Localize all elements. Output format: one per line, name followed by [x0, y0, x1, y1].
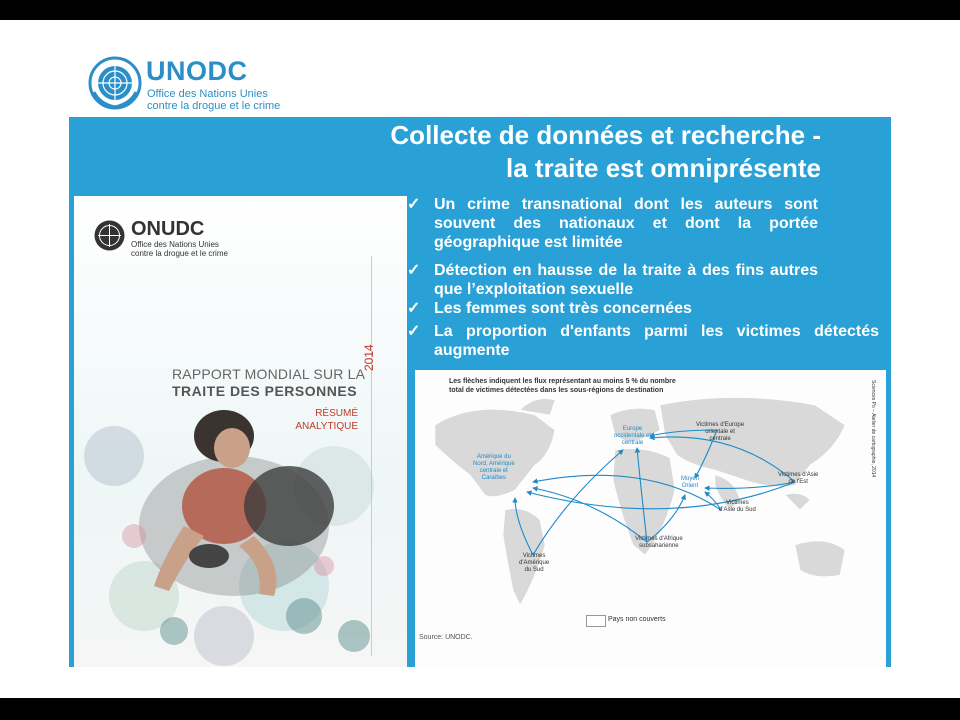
map-label-line: Europe — [622, 426, 643, 432]
map-label-line: du Sud — [524, 567, 544, 573]
map-heading-line: Les flèches indiquent les flux représentant au moins 5 % du nombre — [449, 378, 676, 385]
slide-title — [269, 119, 821, 185]
map-label-line: Victimes — [726, 500, 749, 506]
map-label-line: occidentale et — [614, 433, 652, 439]
report-cover-image — [74, 196, 407, 667]
bottom-letterbox-bar — [0, 698, 960, 720]
map-label-line: Moyen — [681, 476, 700, 482]
cover-title-line: RAPPORT MONDIAL SUR LA — [172, 366, 366, 382]
top-letterbox-bar — [0, 0, 960, 20]
map-label-victims-south-america — [519, 553, 549, 574]
map-credit: Sciences Po – Atelier de cartographie, 2014 — [870, 380, 876, 478]
map-label-line: Amérique du — [476, 454, 511, 460]
bullet-item — [407, 195, 818, 252]
bullet-item — [407, 299, 807, 318]
bullet-text: Un crime transnational dont les auteurs sont souvent des nationaux et dont la portée géographique est limitée — [434, 196, 818, 251]
checkmark-icon: ✓ — [407, 196, 421, 213]
map-label-line: d'Amérique — [519, 560, 550, 566]
checkmark-icon: ✓ — [407, 300, 421, 317]
map-label-line: Victimes d'Afrique — [635, 536, 683, 542]
cover-subtitle-line: RÉSUMÉ — [315, 408, 358, 419]
cover-year: 2014 — [362, 344, 376, 371]
map-label-europe — [614, 426, 651, 447]
map-label-line: Victimes — [522, 553, 546, 559]
cover-logo-subtitle — [131, 240, 228, 258]
map-label-victims-east-asia — [778, 472, 818, 486]
logo-subtitle-line: Office des Nations Unies — [147, 88, 268, 100]
map-heading — [449, 377, 676, 395]
un-emblem-icon — [93, 219, 126, 252]
cover-title-line: TRAITE DES PERSONNES — [172, 383, 358, 399]
trafficking-flow-map — [415, 370, 886, 667]
map-label-line: centrale — [621, 440, 644, 446]
bullet-text: Détection en hausse de la traite à des fins autres que l’exploitation sexuelle — [434, 262, 818, 298]
map-label-victims-africa — [635, 536, 683, 550]
slide-title-line: la traite est omniprésente — [506, 153, 821, 183]
cover-logo-name: ONUDC — [131, 218, 205, 240]
content-panel — [69, 117, 891, 667]
map-label-line: d'Asie du Sud — [719, 507, 756, 513]
logo-subtitle-line: contre la drogue et le crime — [147, 100, 281, 112]
bullet-item — [407, 322, 879, 360]
map-label-line: subsaharienne — [639, 543, 679, 549]
slide-title-line: Collecte de données et recherche - — [390, 120, 821, 150]
logo-name: UNODC — [146, 56, 248, 86]
map-label-line: Nord, Amérique — [473, 461, 515, 467]
map-label-line: Caraïbes — [481, 475, 507, 481]
un-emblem-icon — [88, 56, 142, 110]
cover-logo-subtitle-line: Office des Nations Unies — [131, 240, 219, 249]
unodc-logo — [88, 54, 348, 114]
map-label-line: centrale et — [479, 468, 508, 474]
map-label-middle-east — [681, 476, 699, 490]
cover-subtitle-line: ANALYTIQUE — [295, 421, 358, 432]
map-source: Source: UNODC. — [419, 634, 473, 641]
cover-logo-subtitle-line: contre la drogue et le crime — [131, 249, 228, 258]
checkmark-icon: ✓ — [407, 262, 421, 279]
map-legend: Pays non couverts — [608, 616, 666, 623]
checkmark-icon: ✓ — [407, 323, 421, 340]
map-label-line: centrale — [709, 436, 731, 442]
logo-subtitle — [147, 88, 280, 112]
bullet-text: Les femmes sont très concernées — [434, 300, 692, 317]
map-label-victims-east-europe — [696, 422, 744, 443]
map-label-line: Orient — [681, 483, 699, 489]
map-label-line: orientale et — [705, 429, 735, 435]
cover-child-photo — [74, 396, 407, 667]
map-heading-line: total de victimes détectées dans les sous-régions de destination — [449, 387, 664, 394]
legend-swatch — [586, 615, 606, 627]
map-label-north-america — [473, 454, 515, 482]
map-label-victims-south-asia — [719, 500, 756, 514]
map-label-line: Victimes d'Asie — [778, 472, 819, 478]
bullet-item — [407, 261, 818, 299]
bullet-text: La proportion d'enfants parmi les victimes détectés augmente — [434, 323, 879, 359]
map-label-line: de l'Est — [788, 479, 808, 485]
map-label-line: Victimes d'Europe — [696, 422, 745, 428]
